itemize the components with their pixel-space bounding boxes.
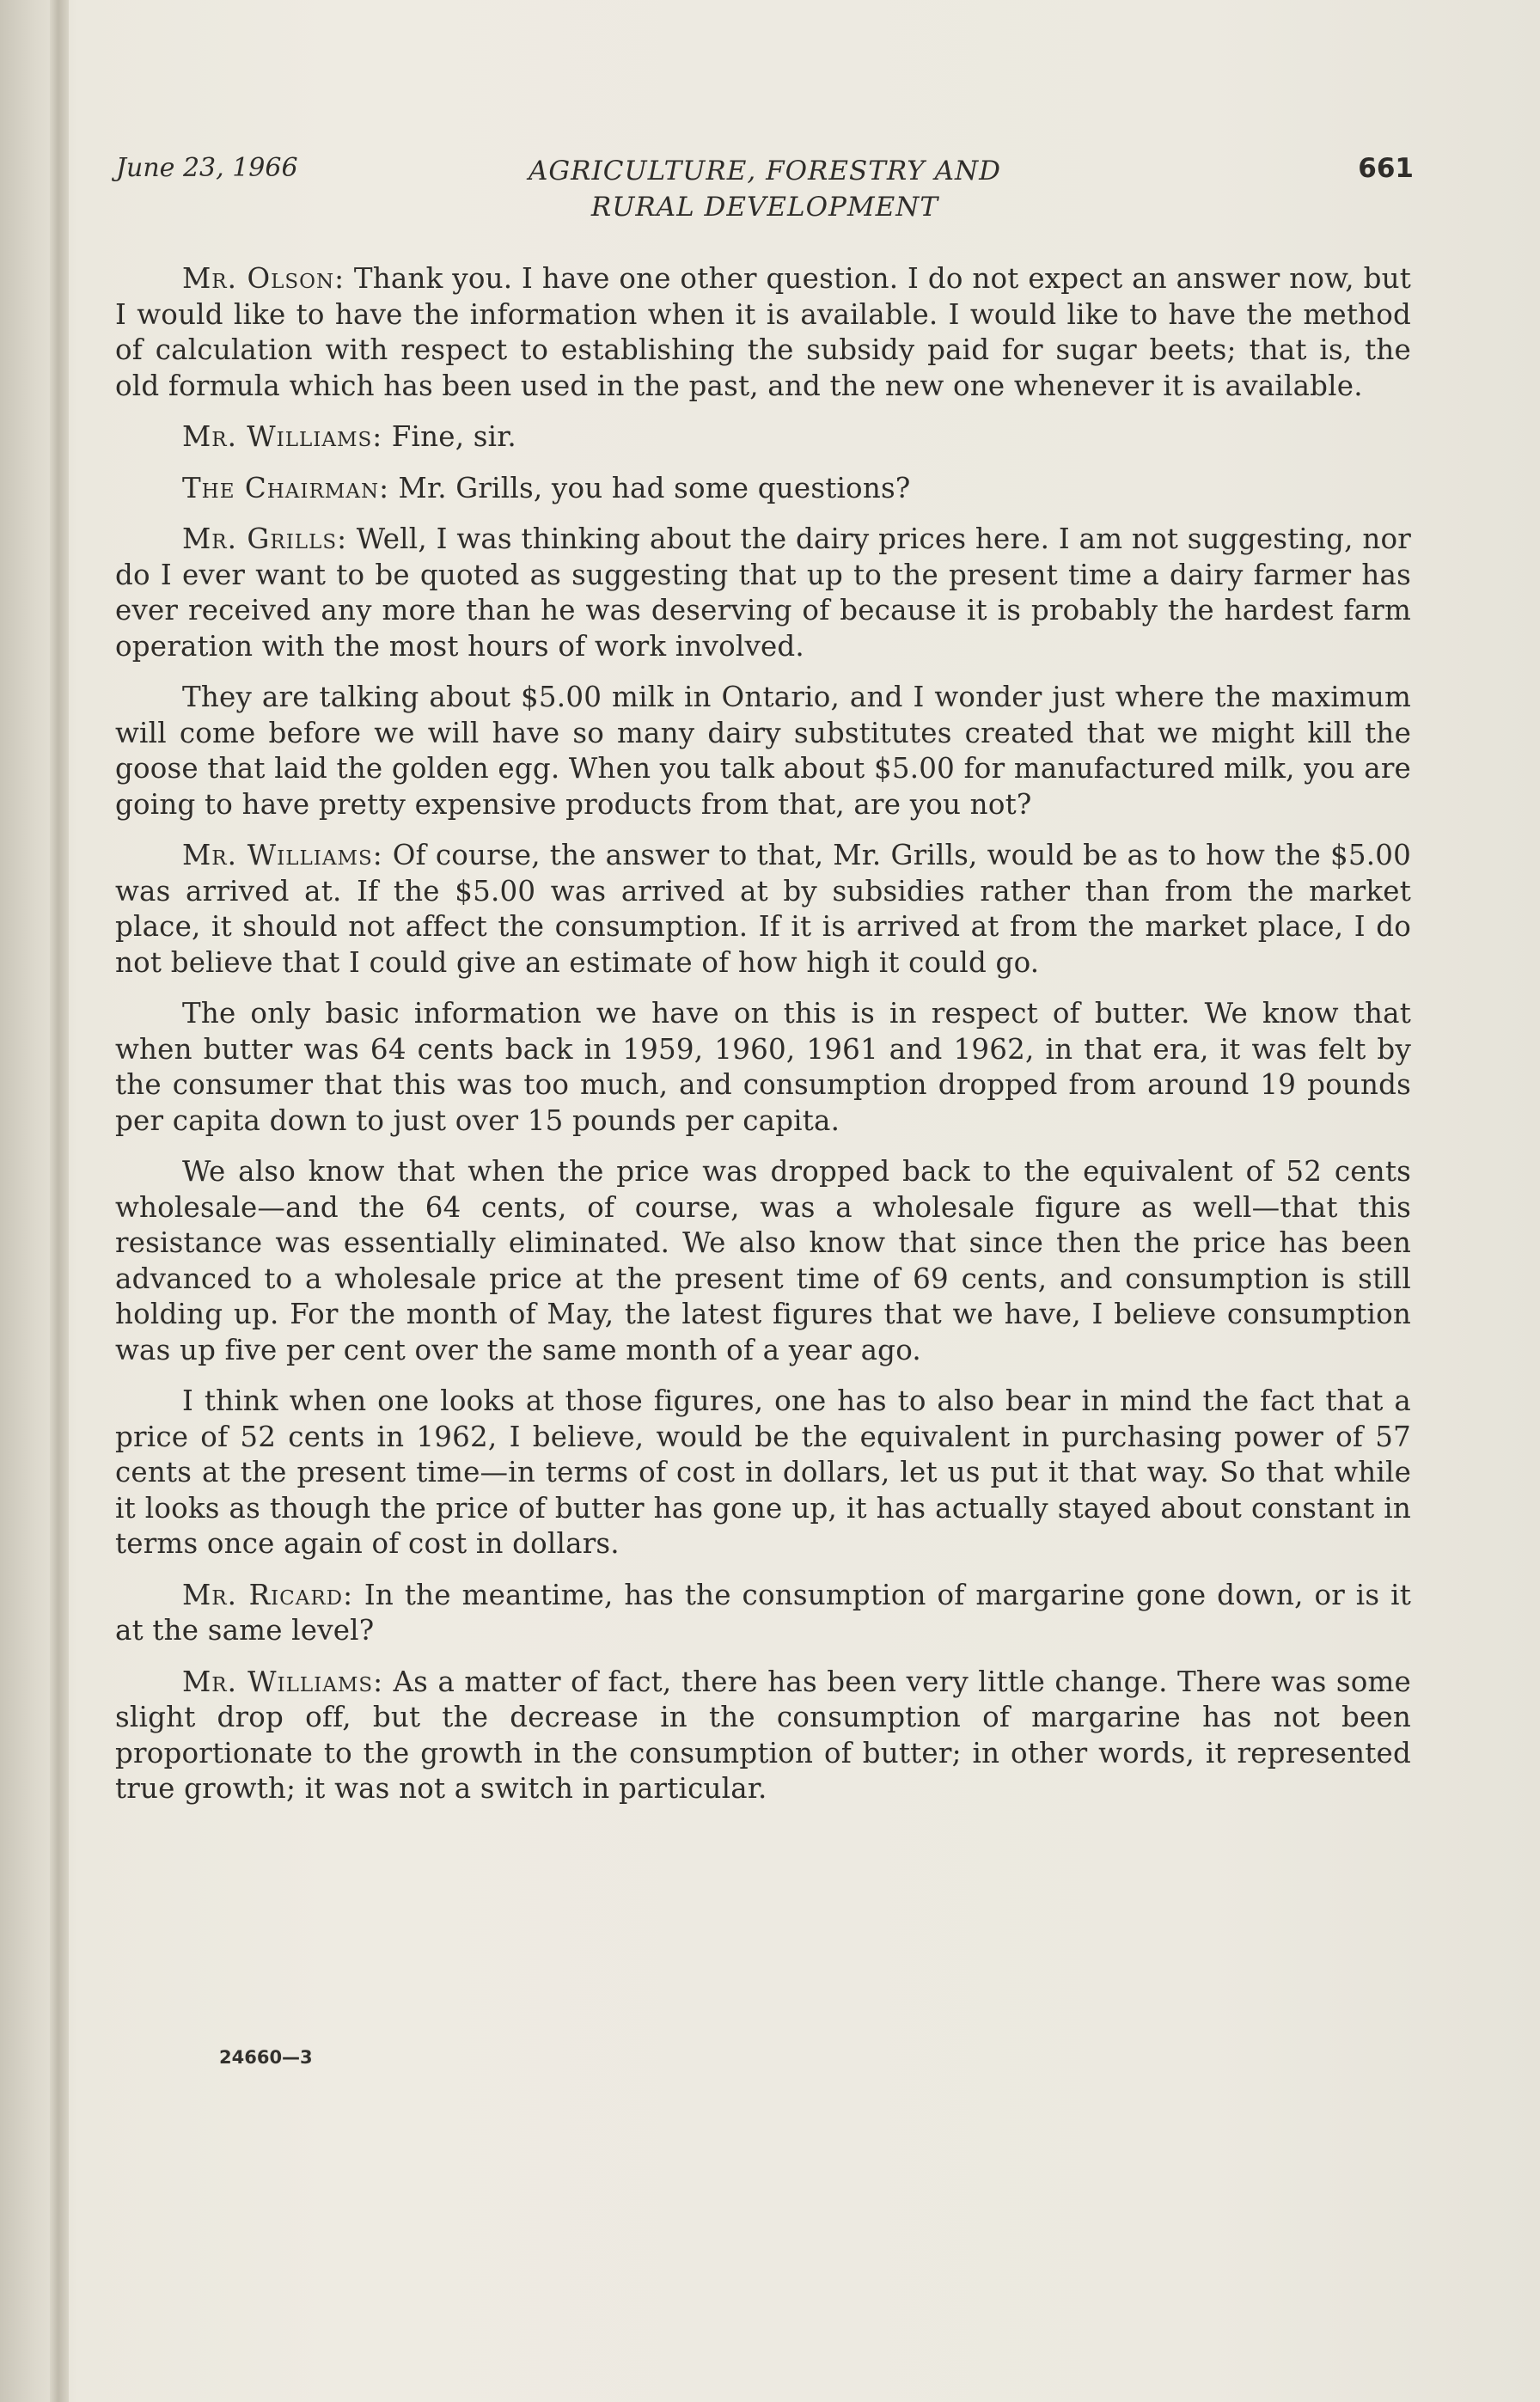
book-gutter <box>50 0 69 2402</box>
header-date: June 23, 1966 <box>116 153 298 183</box>
paragraph-text: They are talking about $5.00 milk in Ontario, and I wonder just where the maximum will come before we will have so many dairy substitutes created that we might kill the goose that laid the golden egg. When you talk about $5.00 for manufactured milk, you are going to have pretty expensive products from that, are you not? <box>115 681 1411 821</box>
paragraph <box>115 261 1411 404</box>
speaker-name: Mr. Ricard: <box>182 1578 354 1611</box>
header-title <box>116 153 1414 225</box>
paragraph <box>115 1665 1411 1807</box>
paragraph-text: Thank you. I have one other question. I do not expect an answer now, but I would like to have the information when it is available. I would like to have the method of calculation with respect to establishing the subsidy paid for sugar beets; that is, the old formula which has been used in the past, and the new one whenever it is available. <box>115 262 1411 402</box>
paragraph <box>115 471 1411 507</box>
speaker-name: Mr. Grills: <box>182 523 348 555</box>
paragraph-text: As a matter of fact, there has been very little change. There was some slight drop off, but the decrease in the consumption of margarine has not been proportionate to the growth in the consumption of butter; in other words, it represented true growth; it was not a switch in particular. <box>115 1665 1411 1805</box>
paragraph <box>115 680 1411 822</box>
speaker-name: The Chairman: <box>182 471 390 504</box>
paragraph <box>115 1384 1411 1562</box>
paragraph-text: Of course, the answer to that, Mr. Grills, would be as to how the $5.00 was arrived at. If the $5.00 was arrived at by subsidies rather than from the market place, it should not affect the consumption. If it is arrived at from the market place, I do not believe that I could give an estimate of how high it could go. <box>115 839 1412 979</box>
paragraph <box>115 522 1411 664</box>
paragraph-text: Mr. Grills, you had some questions? <box>389 471 911 504</box>
transcript-body <box>115 261 1411 1823</box>
paragraph-text: I think when one looks at those figures, one has to also bear in mind the fact that a price of 52 cents in 1962, I believe, would be the equivalent in purchasing power of 57 cents at the present time—in terms of cost in dollars, let us put it that way. So that while it looks as though the price of butter has gone up, it has actually stayed about constant in terms once again of cost in dollars. <box>115 1384 1411 1560</box>
paragraph-text: The only basic information we have on this is in respect of butter. We know that when butter was 64 cents back in 1959, 1960, 1961 and 1962, in that era, it was felt by the consumer that this was too much, and consumption dropped from around 19 pounds per capita down to just over 15 pounds per capita. <box>115 997 1411 1137</box>
paragraph-text: We also know that when the price was dropped back to the equivalent of 52 cents wholesale—and the 64 cents, of course, was a wholesale figure as well—that this resistance was essentially eliminated. We also know that since then the price has been advanced to a wholesale price at the present time of 69 cents, and consumption is still holding up. For the month of May, the latest figures that we have, I believe consumption was up five per cent over the same month of a year ago. <box>115 1155 1411 1366</box>
paragraph-text: Well, I was thinking about the dairy prices here. I am not suggesting, nor do I ever want to be quoted as suggesting that up to the present time a dairy farmer has ever received any more than he was deserving of because it is probably the hardest farm operation with the most hours of work involved. <box>115 523 1412 663</box>
speaker-name: Mr. Williams: <box>182 1665 384 1698</box>
paragraph <box>115 996 1411 1139</box>
printer-code: 24660—3 <box>219 2047 313 2068</box>
header-title-line1: AGRICULTURE, FORESTRY AND <box>528 156 1001 186</box>
speaker-name: Mr. Olson: <box>182 262 345 295</box>
paragraph <box>115 1578 1411 1649</box>
paragraph-text: In the meantime, has the consumption of margarine gone down, or is it at the same level? <box>115 1578 1411 1647</box>
paragraph-text: Fine, sir. <box>382 420 516 453</box>
paragraph <box>115 1154 1411 1368</box>
paragraph <box>115 419 1411 455</box>
speaker-name: Mr. Williams: <box>182 839 383 871</box>
paragraph <box>115 838 1411 981</box>
header-title-line2: RURAL DEVELOPMENT <box>590 192 939 223</box>
page-number: 661 <box>1358 153 1414 184</box>
speaker-name: Mr. Williams: <box>182 420 383 453</box>
page-header <box>116 150 1414 227</box>
